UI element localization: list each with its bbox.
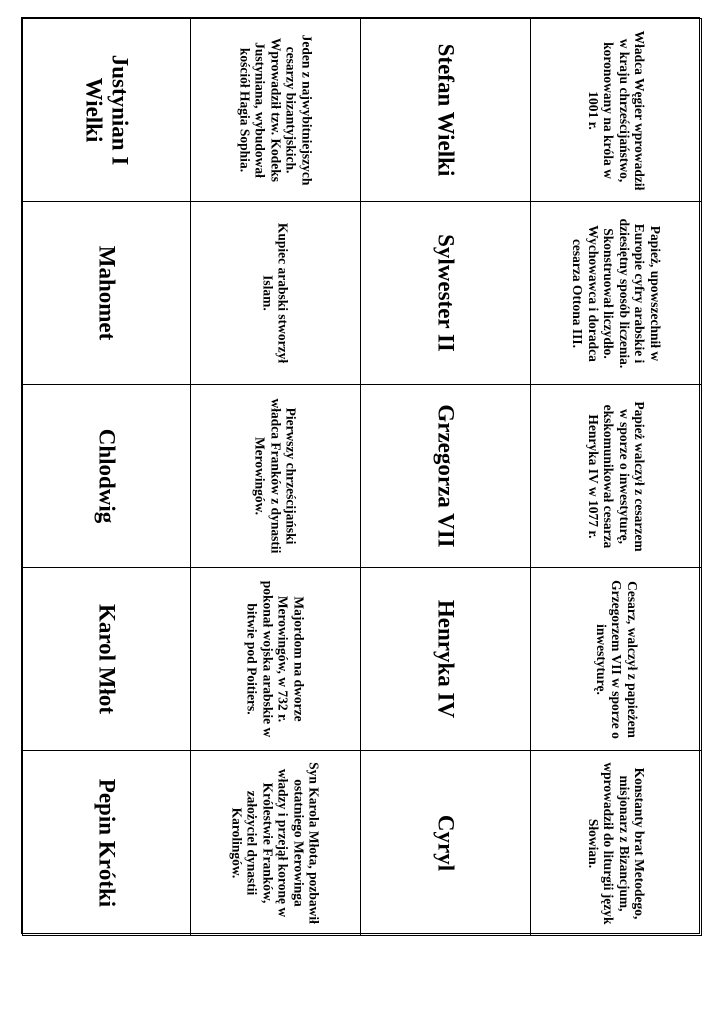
card-description: Władca Węgier wprowadził w kraju chrześcijaństwo, koronowany na króla w 1001 r.	[585, 30, 647, 190]
card-name: Stefan Wielki	[433, 43, 459, 177]
card-name: Karol Młot	[94, 603, 120, 715]
card-name: Grzegorza VII	[433, 404, 459, 548]
card-name-cell	[360, 201, 531, 385]
card-description-cell	[190, 384, 361, 568]
card-name: Chlodwig	[94, 428, 120, 524]
card-description-cell	[530, 384, 702, 568]
cards-table	[21, 17, 700, 934]
card-description: Pierwszy chrześcijański władca Franków z dynastii Merowingów.	[252, 398, 299, 554]
card-name-cell	[22, 18, 191, 202]
card-name-cell	[22, 201, 191, 385]
card-description: Jeden z najwybitniejszych cesarzy bizantyjskich. Wprowadził tzw. Kodeks Justyniana, wybudował kościół Hagia Sophia.	[237, 34, 315, 186]
card-description: Cesarz, walczył z papieżem Grzegorzem VII w sporze o inwestyturę.	[593, 579, 640, 739]
card-description: Papież, upowszechnił w Europie cyfry arabskie i dziesiętny sposób liczenia. Skonstruował liczydło. Wychowawca i doradca cesarza Ottona III.	[570, 218, 663, 368]
card-name-cell	[22, 567, 191, 751]
card-name-cell	[22, 750, 191, 936]
card-name-cell	[360, 567, 531, 751]
card-description-cell	[530, 18, 702, 202]
card-description-cell	[530, 201, 702, 385]
card-name: Henryka IV	[433, 599, 459, 719]
card-name: Cyryl	[433, 814, 459, 872]
card-name: Pepin Krótki	[94, 778, 120, 908]
card-name: Mahomet	[94, 245, 120, 341]
card-description-cell	[530, 567, 702, 751]
card-description-cell	[190, 18, 361, 202]
card-description: Konstanty brat Metodego, misjonarz z Bizancjum, wprowadził do liturgii język Słowian.	[585, 761, 647, 925]
card-description: Papież walczył z cesarzem w sporze o inwestyturę, ekskomunikował cesarza Henryka IV w 1077 r.	[585, 400, 647, 552]
card-description: Kupiec arabski stworzył Islam.	[260, 222, 291, 364]
card-name: Justynian I Wielki	[81, 54, 133, 166]
card-name-cell	[360, 18, 531, 202]
card-description-cell	[190, 750, 361, 936]
card-description-cell	[190, 567, 361, 751]
card-description-cell	[190, 201, 361, 385]
card-description: Majordom na dworze Merowingów, w 732 r. pokonał wojska arabskie w bitwie pod Poitiers.	[245, 580, 307, 738]
card-description-cell	[530, 750, 702, 936]
card-name-cell	[360, 384, 531, 568]
card-description: Syn Karola Młota, pozbawił ostatniego Merowinga władzy i przejął koronę w Królestwie Franków, założyciel dynastii Karolingów.	[229, 762, 322, 924]
card-name-cell	[360, 750, 531, 936]
card-name-cell	[22, 384, 191, 568]
card-name: Sylwester II	[433, 234, 459, 352]
